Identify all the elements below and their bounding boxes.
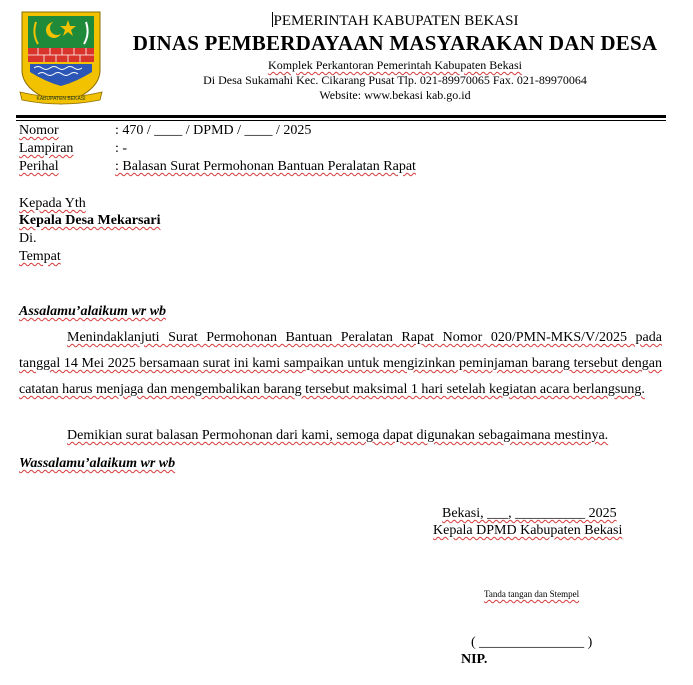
body-paragraph-2 <box>19 428 662 444</box>
closing-salutation: Wassalamu’alaikum wr wb <box>19 456 176 471</box>
signature-stamp-note: Tanda tangan dan Stempel <box>484 589 580 599</box>
logo-banner-text: KABUPATEN BEKASI <box>36 96 86 102</box>
department-name: DINAS PEMBERDAYAAN MASYARAKAN DAN DESA <box>132 31 658 55</box>
signature-title: Kepala DPMD Kabupaten Bekasi <box>433 523 623 538</box>
signature-nip: NIP. <box>461 652 488 667</box>
recipient-place: Tempat <box>19 249 61 264</box>
letterhead-rule-thin <box>16 120 666 121</box>
body-paragraph-1 <box>19 325 662 403</box>
signature-date: Bekasi, ___, __________ 2025 <box>442 506 617 521</box>
meta-value-perihal: : Balasan Surat Permohonan Bantuan Peralatan Rapat <box>115 159 416 174</box>
meta-label-perihal: Perihal <box>19 159 59 174</box>
signature-name-line: ( _______________ ) <box>471 635 593 650</box>
letterhead-rule-thick <box>16 115 666 118</box>
text-cursor <box>272 12 273 27</box>
bekasi-emblem-logo <box>16 8 106 108</box>
recipient-name: Kepala Desa Mekarsari <box>19 213 161 228</box>
government-name <box>110 12 680 30</box>
meta-value-nomor: : 470 / ____ / DPMD / ____ / 2025 <box>115 123 312 138</box>
office-address-line2: Di Desa Sukamahi Kec. Cikarang Pusat Tlp. 021-89970065 Fax. 021-89970064 <box>203 73 587 87</box>
meta-label-lampiran: Lampiran <box>19 141 74 156</box>
government-name-text: PEMERINTAH KABUPATEN BEKASI <box>273 13 519 29</box>
opening-salutation: Assalamu’alaikum wr wb <box>19 304 167 319</box>
body-paragraph-1-text: Menindaklanjuti Surat Permohonan Bantuan Peralatan Rapat Nomor 020/PMN-MKS/V/2025 pada tanggal 14 Mei 2025 bersamaan surat ini kami sampaikan untuk mengizinkan peminjaman barang tersebut dengan catatan harus menjaga dan mengembalikan barang tersebut maksimal 1 hari setelah kegiatan acara berlangsung. <box>19 330 662 397</box>
recipient-di: Di. <box>19 231 37 246</box>
recipient-greeting: Kepada Yth <box>19 196 86 211</box>
website-line: Website: www.bekasi kab.go.id <box>319 88 471 102</box>
meta-value-lampiran: : - <box>115 141 128 156</box>
body-paragraph-2-text: Demikian surat balasan Permohonan dari kami, semoga dapat digunakan sebagaimana mestinya. <box>67 428 609 443</box>
meta-label-nomor: Nomor <box>19 123 59 138</box>
office-address-line1: Komplek Perkantoran Pemerintah Kabupaten Bekasi <box>268 58 522 72</box>
